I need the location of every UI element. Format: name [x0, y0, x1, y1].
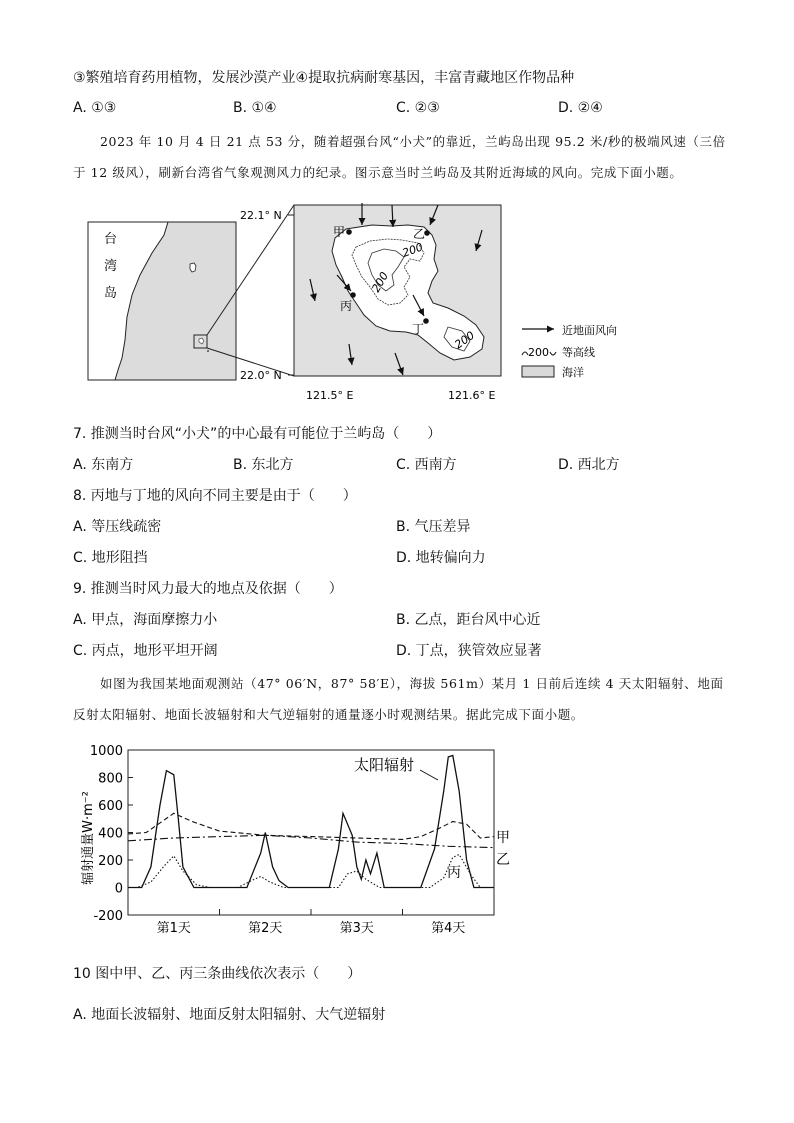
lanyu-wind-map	[0, 195, 794, 410]
point-yi-dot	[424, 230, 430, 236]
q10-stem: 10 图中甲、乙、丙三条曲线依次表示（ ）	[73, 966, 362, 982]
lon-right-label: 121.6° E	[448, 389, 496, 402]
q8-option-a[interactable]: A. 等压线疏密	[73, 519, 162, 535]
point-bing-dot	[350, 292, 356, 298]
legend-sea-swatch	[522, 366, 554, 377]
q7-option-c[interactable]: C. 西南方	[396, 457, 457, 473]
point-jia-label: 甲	[333, 225, 346, 239]
point-yi-label: 乙	[413, 227, 426, 241]
q7-option-b[interactable]: B. 东北方	[233, 457, 294, 473]
y-tick-label: 1000	[89, 744, 123, 759]
q9-option-b[interactable]: B. 乙点，距台风中心近	[396, 612, 541, 628]
passage1-line2: 于 12 级风），刷新台湾省气象观测风力的纪录。图示意当时兰屿岛及其附近海域的风向。完成下面小题。	[73, 165, 683, 180]
q7-option-a[interactable]: A. 东南方	[73, 457, 134, 473]
q7-stem: 7. 推测当时台风“小犬”的中心最有可能位于兰屿岛（ ）	[73, 426, 442, 442]
y-tick-label: 200	[98, 854, 123, 869]
q8-option-b[interactable]: B. 气压差异	[396, 519, 471, 535]
passage2-line1: 如图为我国某地面观测站（47° 06′N，87° 58′E），海拔 561m）某月 1 日前后连续 4 天太阳辐射、地面	[100, 676, 724, 691]
legend-contour-value: 200	[528, 346, 549, 359]
series-line-4	[128, 855, 494, 888]
taiwan-label-1: 台	[104, 232, 118, 247]
x-tick-label: 第2天	[248, 921, 283, 936]
green-island-shape	[190, 263, 196, 272]
passage2-line2: 反射太阳辐射、地面长波辐射和大气逆辐射的通量逐小时观测结果。据此完成下面小题。	[73, 707, 584, 722]
point-jia-dot	[346, 229, 352, 235]
chart-annotation: 太阳辐射	[354, 756, 415, 774]
lat-bottom-label: 22.0° N	[240, 369, 282, 382]
q9-option-a[interactable]: A. 甲点，海面摩擦力小	[73, 612, 218, 628]
q8-option-d[interactable]: D. 地转偏向力	[396, 550, 486, 566]
q7-option-d[interactable]: D. 西北方	[558, 457, 620, 473]
carry-option-b[interactable]: B. ①④	[233, 100, 277, 116]
q9-option-d[interactable]: D. 丁点，狭管效应显著	[396, 643, 542, 659]
point-ding-label: 丁	[412, 322, 425, 336]
q10-option-a[interactable]: A. 地面长波辐射、地面反射太阳辐射、大气逆辐射	[73, 1007, 386, 1023]
y-tick-label: 600	[98, 799, 123, 814]
q8-stem: 8. 丙地与丁地的风向不同主要是由于（ ）	[73, 488, 357, 504]
point-ding-dot	[423, 318, 429, 324]
legend-wind-label: 近地面风向	[562, 324, 617, 337]
contour-label-1: 200	[400, 240, 425, 260]
x-tick-label: 第4天	[431, 921, 466, 936]
legend-sea-label: 海洋	[562, 366, 584, 379]
lon-left-label: 121.5° E	[306, 389, 354, 402]
carry-option-a[interactable]: A. ①③	[73, 100, 117, 116]
radiation-chart	[0, 738, 794, 938]
annotation-leader	[420, 770, 438, 780]
contour-label-2: 200	[369, 269, 392, 295]
contour-label-3: 200	[452, 328, 477, 352]
series-line-1	[128, 756, 494, 888]
carry-question-line: ③繁殖培育药用植物，发展沙漠产业④提取抗病耐寒基因，丰富青藏地区作物品种	[73, 70, 575, 86]
q9-stem: 9. 推测当时风力最大的地点及依据（ ）	[73, 581, 343, 597]
passage1-line1: 2023 年 10 月 4 日 21 点 53 分，随着超强台风“小犬”的靠近，兰屿岛出现 95.2 米/秒的极端风速（三倍	[100, 134, 726, 149]
x-tick-label: 第3天	[339, 921, 374, 936]
chart-frame	[128, 750, 494, 915]
series-label-bing: 丙	[447, 865, 461, 881]
carry-option-c[interactable]: C. ②③	[396, 100, 440, 116]
x-tick-label: 第1天	[156, 921, 191, 936]
taiwan-label-3: 岛	[104, 286, 118, 301]
legend-contour-label: 等高线	[562, 346, 595, 359]
taiwan-label-2: 湾	[104, 259, 118, 274]
q9-option-c[interactable]: C. 丙点，地形平坦开阔	[73, 643, 218, 659]
point-bing-label: 丙	[340, 299, 353, 313]
series-label-yi: 乙	[496, 852, 510, 868]
chart-ylabel: 辐射通量W·m⁻²	[81, 791, 96, 885]
y-tick-label: -200	[93, 909, 123, 924]
y-tick-label: 800	[98, 771, 123, 787]
y-tick-label: 400	[98, 826, 123, 842]
q8-option-c[interactable]: C. 地形阻挡	[73, 550, 148, 566]
series-label-jia: 甲	[496, 830, 510, 846]
lat-top-label: 22.1° N	[240, 209, 282, 222]
carry-option-d[interactable]: D. ②④	[558, 100, 603, 116]
y-tick-label: 0	[114, 881, 123, 897]
